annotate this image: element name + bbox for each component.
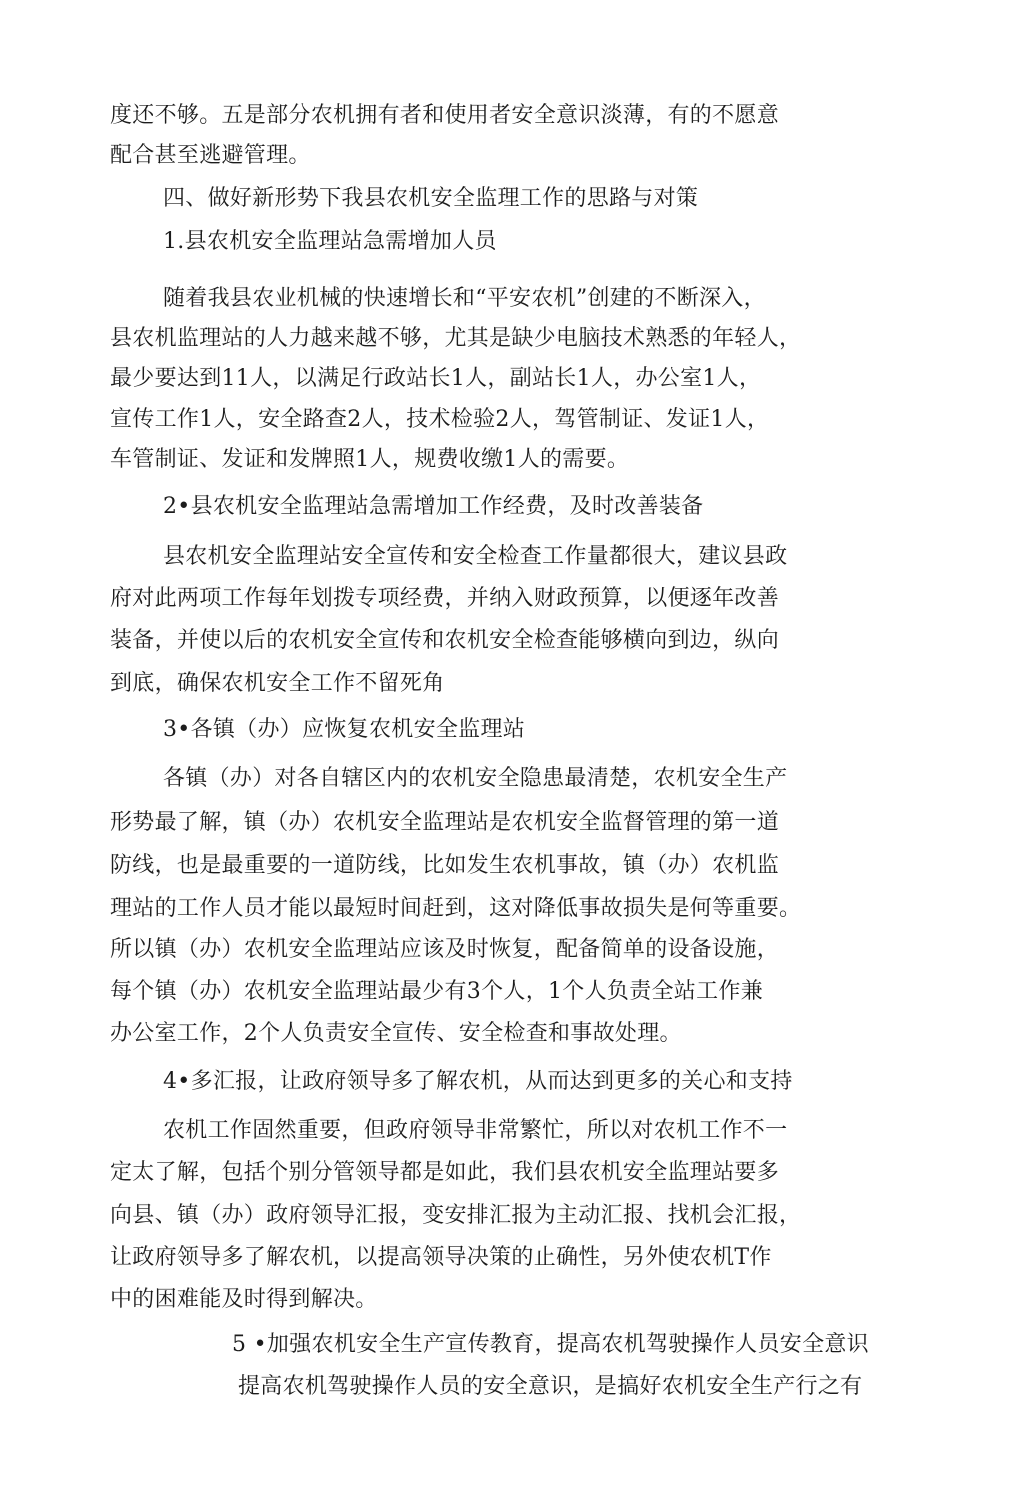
subheading-1: 1.县农机安全监理站急需增加人员 [163, 229, 497, 254]
text-line-13: 装备，并使以后的农机安全宣传和农机安全检查能够横向到边，纵向 [110, 628, 780, 653]
text-line-18: 防线，也是最重要的一道防线，比如发生农机事故，镇（办）农机监 [110, 853, 780, 878]
text-line-17: 形势最了解，镇（办）农机安全监理站是农机安全监督管理的第一道 [110, 810, 780, 835]
text-line-24: 农机工作固然重要，但政府领导非常繁忙，所以对农机工作不一 [163, 1118, 788, 1143]
subheading-5: 5 •加强农机安全生产宣传教育，提高农机驾驶操作人员安全意识 [232, 1332, 869, 1357]
text-line-22: 办公室工作，2个人负责安全宣传、安全检查和事故处理。 [110, 1021, 682, 1046]
subheading-4: 4•多汇报，让政府领导多了解农机，从而达到更多的关心和支持 [163, 1069, 793, 1094]
text-line-27: 让政府领导多了解农机，以提高领导决策的止确性，另外使农机T作 [110, 1245, 772, 1270]
text-line-19: 理站的工作人员才能以最短时间赶到，这对降低事故损失是何等重要。 [110, 896, 802, 921]
text-line-12: 府对此两项工作每年划拨专项经费，并纳入财政预算，以便逐年改善 [110, 586, 780, 611]
text-line-16: 各镇（办）对各自辖区内的农机安全隐患最清楚，农机安全生产 [163, 766, 788, 791]
subheading-3: 3•各镇（办）应恢复农机安全监理站 [163, 717, 526, 742]
section-heading-4: 四、做好新形势下我县农机安全监理工作的思路与对策 [163, 186, 699, 211]
text-line-30: 提高农机驾驶操作人员的安全意识，是搞好农机安全生产行之有 [238, 1374, 863, 1399]
text-line-9: 车管制证、发证和发牌照1人，规费收缴1人的需要。 [110, 447, 630, 472]
text-line-6: 县农机监理站的人力越来越不够，尤其是缺少电脑技术熟悉的年轻人， [110, 326, 802, 351]
text-line-20: 所以镇（办）农机安全监理站应该及时恢复，配备简单的设备设施， [110, 937, 780, 962]
text-line-7: 最少要达到11人，以满足行政站长1人，副站长1人，办公室1人， [110, 366, 762, 391]
text-line-26: 向县、镇（办）政府领导汇报，变安排汇报为主动汇报、找机会汇报， [110, 1203, 802, 1228]
text-line-5: 随着我县农业机械的快速增长和“平安农机”创建的不断深入， [163, 286, 766, 311]
text-line-1: 度还不够。五是部分农机拥有者和使用者安全意识淡薄，有的不愿意 [110, 103, 780, 128]
text-line-28: 中的困难能及时得到解决。 [110, 1287, 378, 1312]
text-line-14: 到底，确保农机安全工作不留死角 [110, 671, 445, 696]
text-line-8: 宣传工作1人，安全路查2人，技术检验2人，驾管制证、发证1人， [110, 407, 770, 432]
text-line-21: 每个镇（办）农机安全监理站最少有3个人，1个人负责全站工作兼 [110, 979, 763, 1004]
text-line-2: 配合甚至逃避管理。 [110, 143, 311, 168]
text-line-11: 县农机安全监理站安全宣传和安全检查工作量都很大，建议县政 [163, 544, 788, 569]
subheading-2: 2•县农机安全监理站急需增加工作经费，及时改善装备 [163, 494, 704, 519]
text-line-25: 定太了解，包括个别分管领导都是如此，我们县农机安全监理站要多 [110, 1160, 780, 1185]
